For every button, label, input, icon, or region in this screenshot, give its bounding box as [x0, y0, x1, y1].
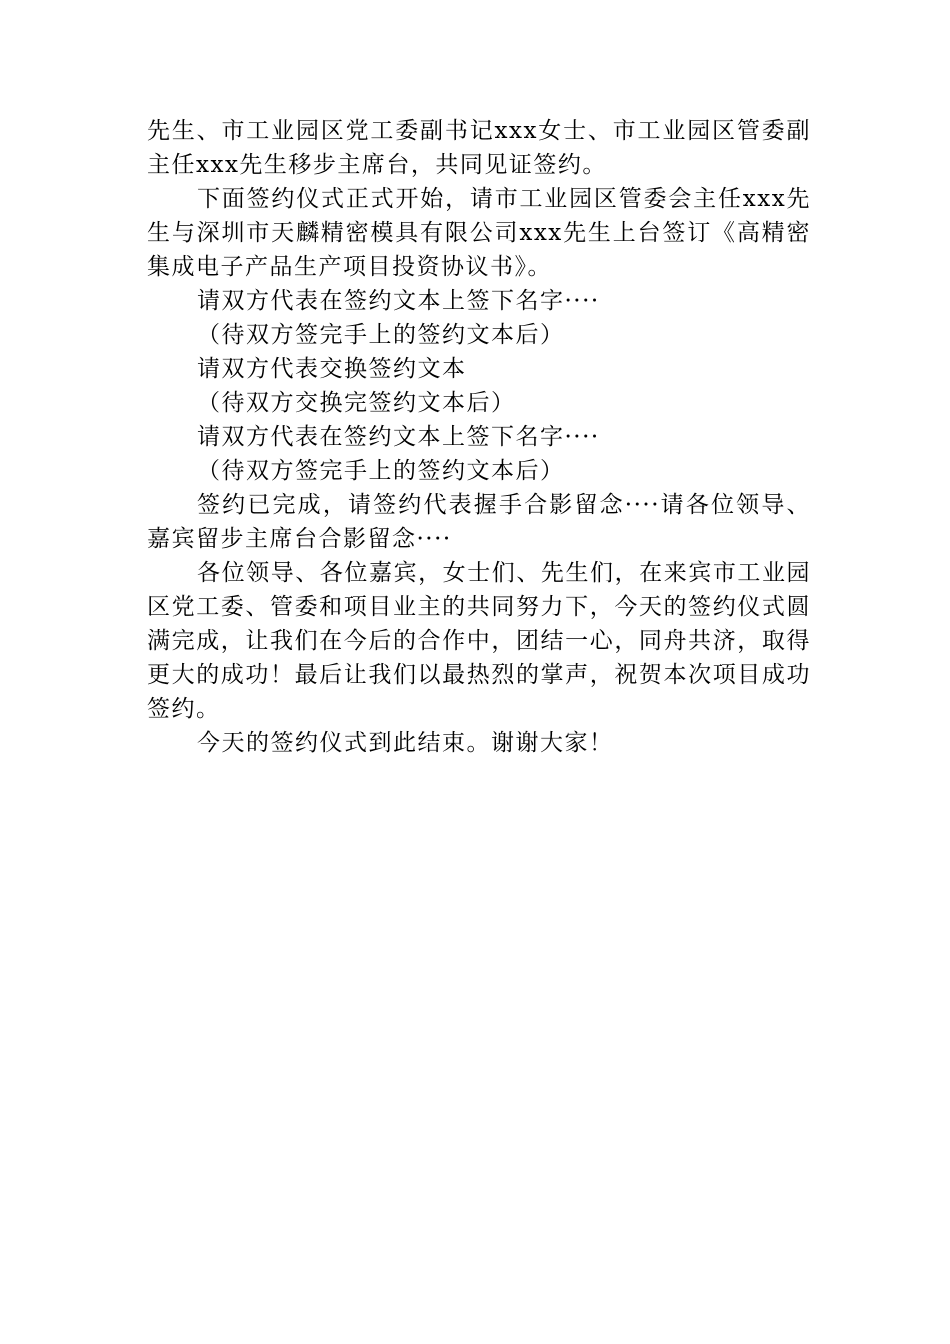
paragraph-exchange-texts: 请双方代表交换签约文本 — [197, 356, 467, 382]
paragraph-closing-remarks: 各位领导、各位嘉宾，女士们、先生们，在来宾市工业园区党工委、管委和项目业主的共同努力下，今天的签约仪式圆满完成，让我们在今后的合作中，团结一心，同舟共济，取得更大的成功！最后让我们以最热烈的掌声，祝贺本次项目成功签约。 — [147, 560, 811, 722]
paragraph-stage-direction-2: （待双方交换完签约文本后） — [197, 390, 516, 416]
paragraph-stage-direction-1: （待双方签完手上的签约文本后） — [197, 322, 565, 348]
paragraph-end: 今天的签约仪式到此结束。谢谢大家！ — [197, 730, 614, 756]
paragraph-continued-witness: 先生、市工业园区党工委副书记xxx女士、市工业园区管委副主任xxx先生移步主席台，共同见证签约。 — [147, 118, 811, 178]
paragraph-stage-direction-3: （待双方签完手上的签约文本后） — [197, 458, 565, 484]
paragraph-sign-names-2: 请双方代表在签约文本上签下名字···· — [197, 424, 600, 450]
document-body — [147, 114, 811, 760]
paragraph-sign-names-1: 请双方代表在签约文本上签下名字···· — [197, 288, 600, 314]
paragraph-ceremony-start: 下面签约仪式正式开始，请市工业园区管委会主任xxx先生与深圳市天麟精密模具有限公司xxx先生上台签订《高精密集成电子产品生产项目投资协议书》。 — [147, 186, 811, 280]
paragraph-photo: 签约已完成，请签约代表握手合影留念····请各位领导、嘉宾留步主席台合影留念···· — [147, 492, 811, 552]
